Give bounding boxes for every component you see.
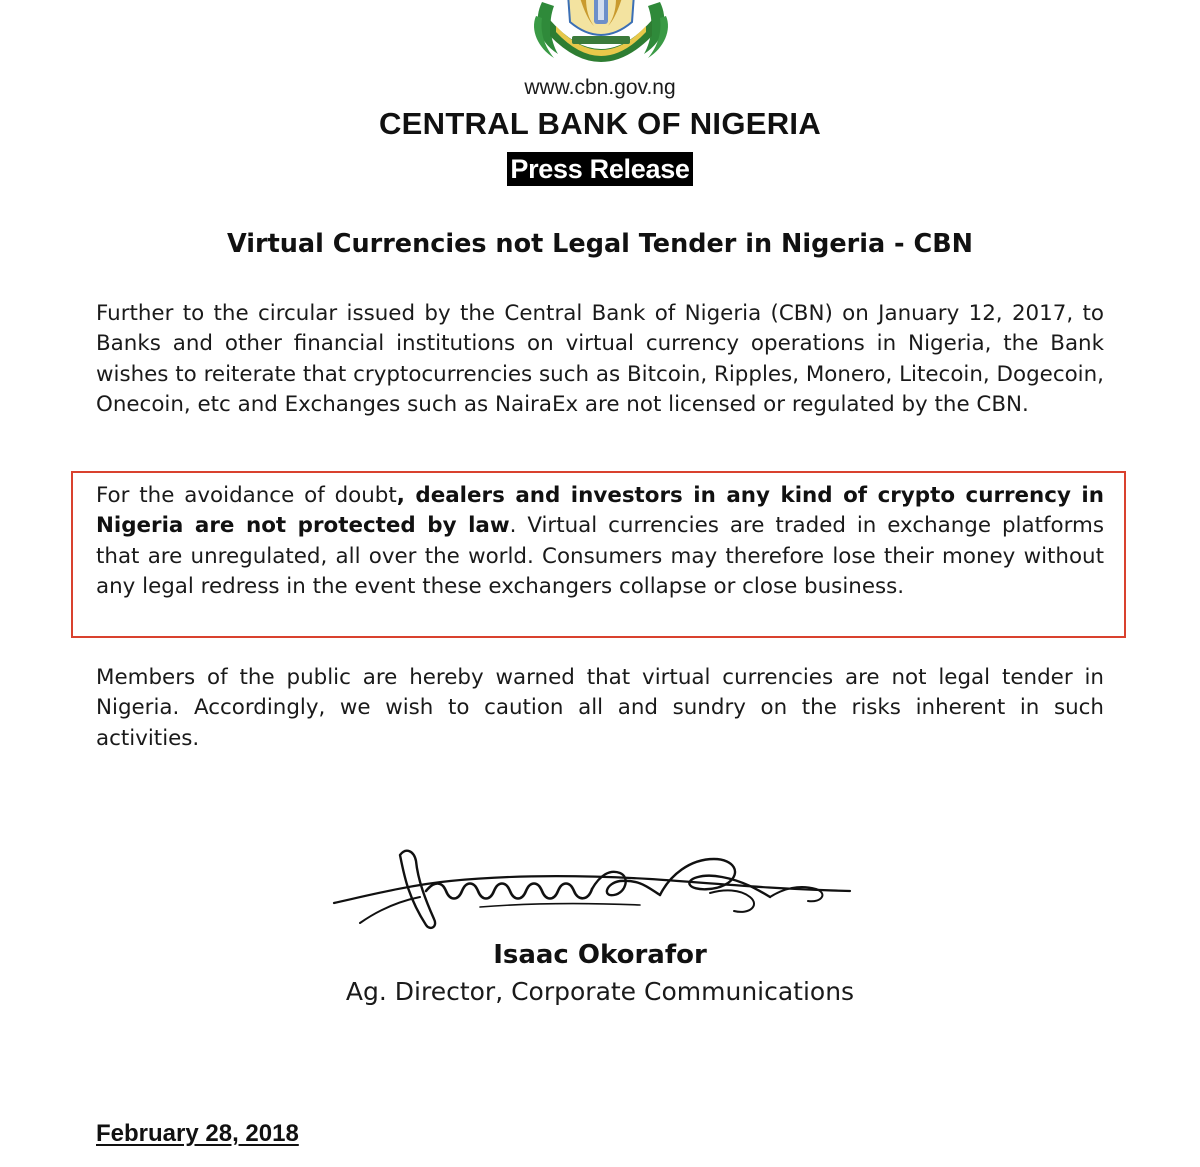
signer-title: Ag. Director, Corporate Communications — [345, 977, 855, 1006]
press-release-badge-wrap — [0, 152, 1200, 186]
paragraph-warning: Members of the public are hereby warned that virtual currencies are not legal tender in Nigeria. Accordingly, we wish to caution all and sundry on the risks inherent in such activities. — [96, 665, 1104, 751]
organization-title: CENTRAL BANK OF NIGERIA — [378, 106, 822, 141]
website-url: www.cbn.gov.ng — [524, 76, 676, 99]
paragraph-rest: . Virtual currencies are traded in exchange platforms that are unregulated, all over the world. Consumers may therefore lose their money without any legal redress in the event these exchangers collapse or close business. — [96, 513, 1104, 600]
press-headline: Virtual Currencies not Legal Tender in Nigeria - CBN — [226, 229, 974, 259]
paragraph-lead: For the avoidance of doubt — [96, 483, 397, 508]
cbn-crest-icon — [528, 0, 674, 68]
paragraph-emphasis: , dealers and investors in any kind of crypto currency in Nigeria are not protected by law — [96, 483, 1104, 539]
paragraph-circular: Further to the circular issued by the Central Bank of Nigeria (CBN) on January 12, 2017, to Banks and other financial institutions on virtual currency operations in Nigeria, the Bank wishes to reiterate that cryptocurrencies such as Bitcoin, Ripples, Monero, Litecoin, Dogecoin, Onecoin, etc and Exchanges such as NairaEx are not licensed or regulated by the CBN. — [96, 301, 1104, 418]
press-release-badge: Press Release — [507, 152, 692, 186]
paragraph-avoidance-of-doubt — [96, 481, 1104, 603]
handwritten-signature-icon — [330, 845, 860, 935]
signer-name: Isaac Okorafor — [493, 940, 707, 970]
release-date: February 28, 2018 — [96, 1120, 299, 1147]
